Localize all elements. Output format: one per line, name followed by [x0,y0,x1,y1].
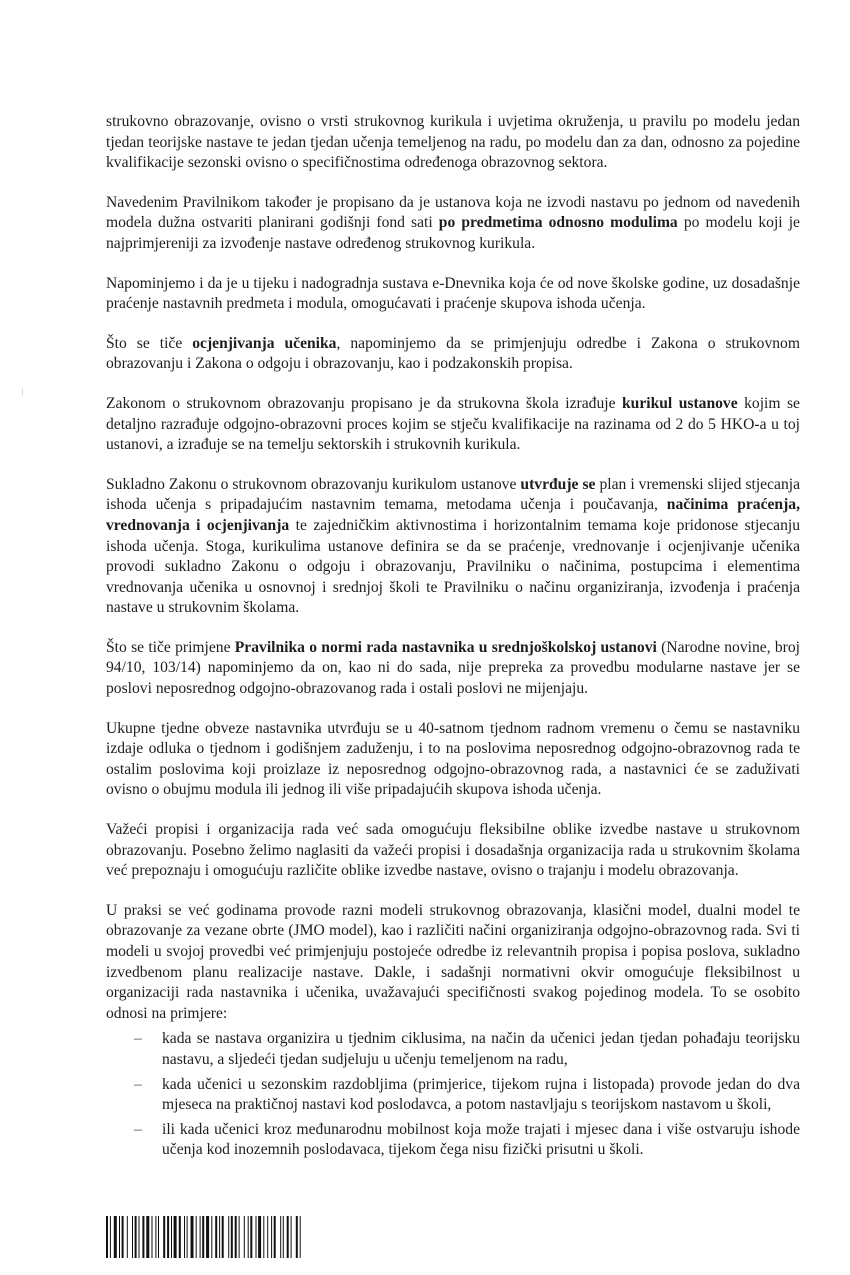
text-run: (Narodne novine, broj 94/10, 103/14) napominjemo da on, kao ni do sada, nije prepreka za provedbu modularne nastave jer se poslovi neposrednog odgojno-obrazovanog rada i ostali poslovi ne mijenjaju. [106,638,800,698]
list-dash-marker: – [134,1120,142,1138]
paragraph-2 [106,193,800,255]
scan-margin-mark [22,388,23,396]
text-run: Ukupne tjedne obveze nastavnika utvrđuju se u 40-satnom tjednom radnom vremenu o čemu se nastavniku izdaje odluka o tjednom i godišnjem zaduženju, i to na poslovima neposrednog odgojno-obrazovnog rada te ostalim poslovima koji proizlaze iz neposrednog odgojno-obrazovnog rada, a nastavnici će se zaduživati ovisno o obujmu modula ili jednog ili više pripadajućih skupova ishoda učenja. [106,719,800,799]
barcode-bar [248,1216,249,1258]
barcode-bar [114,1216,117,1258]
example-list [106,1029,800,1161]
bold-text: po predmetima odnosno modulima [438,214,678,232]
barcode-bar [187,1216,188,1258]
barcode-bar [250,1216,252,1258]
list-dash-marker: – [134,1075,142,1093]
bold-text: načinima praćenja, vrednovanja i ocjenjivanja [106,496,800,534]
barcode-bar [271,1216,272,1258]
barcode-bar [139,1216,140,1258]
bold-text: kurikul ustanove [621,394,738,412]
barcode-bar [196,1216,197,1258]
text-run: te zajedničkim aktivnostima i horizontalnim temama koje pridonose stjecanju ishoda učenja. Stoga, kurikulima ustanove definira se da se praćenje, vrednovanje i ocjenjivanje učenika provodi sukladno Zakonu o odgoju i obrazovanju, Pravilniku o načinima, postupcima i elementima vrednovanja učenika u osnovnoj i srednjoj školi te Pravilniku o načinu organiziranja, izvođenja i praćenja nastave u strukovnim školama. [106,516,801,617]
barcode-bar [280,1216,281,1258]
barcode-bar [200,1216,201,1258]
paragraph-7 [106,638,800,700]
list-item-text: ili kada učenici kroz međunarodnu mobilnost koja može trajati i mjesec dana i više ostvaruju ishode učenja kod inozemnih poslodavaca, tijekom čega nisu fizički prisutni u školi. [162,1120,800,1159]
barcode-bar [239,1216,240,1258]
paragraph-9 [106,820,800,882]
barcode-bar [256,1216,257,1258]
text-run: Napominjemo i da je u tijeku i nadogradnja sustava e-Dnevnika koja će od nove školske godine, uz dosadašnje praćenje nastavnih predmeta i modula, omogućavati i praćenje skupova ishoda učenja. [106,274,800,313]
barcode-bar [235,1216,237,1258]
list-item-text: kada učenici u sezonskim razdobljima (primjerice, tijekom rujna i listopada) provode jedan do dva mjeseca na praktičnoj nastavi kod poslodavca, a potom nastavljaju s teorijskom nastavom u školi, [162,1075,800,1114]
list-item [106,1120,800,1161]
barcode-bar [296,1216,298,1258]
barcode-bar [184,1216,185,1258]
paragraph-1 [106,112,800,174]
barcode-bar [155,1216,156,1258]
barcode-bar [122,1216,124,1258]
barcode-bar [171,1216,172,1258]
bold-text: utvrđuje se [520,475,596,493]
text-run: kojim se detaljno razrađuje odgojno-obrazovni proces kojim se stječu kvalifikacije na razinama od 2 do 5 HKO-a u toj ustanovi, a izrađuje se na temelju sektorskih i strukovnih kurikula. [106,394,800,454]
text-run: Navedenim Pravilnikom također je propisano da je ustanova koja ne izvodi nastavu po jednom od navedenih modela dužna ostvariti planirani godišnji fond sati [106,193,800,232]
paragraph-container [106,112,800,1024]
document-body [106,112,800,1165]
paragraph-8 [106,719,800,801]
barcode-bar [231,1216,233,1258]
barcode-bar [291,1216,292,1258]
barcode-bar [267,1216,268,1258]
paragraph-3 [106,274,800,315]
text-run: po modelu koji je najprimjereniji za izvođenje nastave određenog strukovnog kurikula. [106,214,800,252]
barcode-bar [146,1216,149,1258]
barcode-bar [274,1216,276,1258]
barcode-bar [300,1216,301,1258]
text-run: strukovno obrazovanje, ovisno o vrsti strukovnog kurikula i uvjetima okruženja, u pravilu po modelu jedan tjedan teorijske nastave te jedan tjedan učenja temeljenog na radu, po modelu dan za dan, odnosno za pojedine kvalifikacije sezonski ovisno o specifičnostima određenoga obrazovnog sektora. [106,113,800,172]
barcode-bar [191,1216,194,1258]
barcode-bar [222,1216,224,1258]
paragraph-4 [106,334,800,375]
text-run: Sukladno Zakonu o strukovnom obrazovanju kurikulom ustanove [106,475,521,493]
barcode-bar [119,1216,120,1258]
barcode-bar [106,1216,108,1258]
list-item [106,1075,800,1116]
barcode-bar [174,1216,177,1258]
barcode-bar [163,1216,165,1258]
barcode-bar [244,1216,245,1258]
barcode-bar [215,1216,217,1258]
list-item [106,1029,800,1070]
barcode-bar [228,1216,229,1258]
bold-text: Pravilnika o normi rada nastavnika u srednjoškolskoj ustanovi [234,638,657,656]
text-run: Što se tiče [106,334,193,352]
barcode-bar [206,1216,209,1258]
barcode-bar [211,1216,212,1258]
barcode-bar [179,1216,181,1258]
barcode-bar [258,1216,261,1258]
bold-text: ocjenjivanja učenika [192,334,337,352]
barcode-bar [135,1216,137,1258]
barcode-bar [158,1216,159,1258]
list-item-text: kada se nastava organizira u tjednim ciklusima, na način da učenici jedan tjedan pohađaju teorijsku nastavu, a sljedeći tjedan sudjeluju u učenju temeljenom na radu, [162,1030,800,1068]
barcode-bar [152,1216,153,1258]
barcode-bar [202,1216,204,1258]
text-run: Zakonom o strukovnom obrazovanju propisano je da strukovna škola izrađuje [106,394,622,412]
text-run: U praksi se već godinama provode razni modeli strukovnog obrazovanja, klasični model, dualni model te obrazovanje za vezane obrte (JMO model), kao i različiti načini organiziranja odgojno-obrazovnog rada. Svi ti modeli u svojoj provedbi već primjenjuju postojeće odredbe iz relevantnih propisa i popisa poslova, sukladno izvedbenom planu realizacije nastave. Dakle, i sadašnji normativni okvir omogućuje fleksibilnost u organizaciji rada nastavnika i učenika, uvažavajući specifičnosti svakog pojedinog modela. To se osobito odnosi na primjere: [106,901,800,1022]
list-dash-marker: – [134,1030,142,1048]
barcode-bar [110,1216,111,1258]
text-run: , napominjemo da se primjenjuju odredbe i Zakona o strukovnom obrazovanju i Zakona o odgoju i obrazovanju, kao i podzakonskih propisa. [106,334,800,373]
barcode-bar [287,1216,289,1258]
barcode-bar [219,1216,220,1258]
paragraph-10 [106,901,800,1025]
text-run: plan i vremenski slijed stjecanja ishoda učenja s pripadajućim nastavnim temama, metodama učenja i poučavanja, [106,475,800,514]
barcode-bar [127,1216,128,1258]
barcode-bar [263,1216,264,1258]
paragraph-5 [106,394,800,456]
barcode [106,1216,362,1258]
barcode-bar [283,1216,284,1258]
text-run: Što se tiče primjene [106,638,235,656]
text-run: Važeći propisi i organizacija rada već sada omogućuju fleksibilne oblike izvedbe nastave u strukovnom obrazovanju. Posebno želimo naglasiti da važeći propisi i dosadašnja organizacija rada u strukovnim školama već prepoznaju i omogućuju različite oblike izvedbe nastave, ovisno o trajanju i modelu obrazovanja. [106,821,800,880]
paragraph-6 [106,475,800,619]
barcode-bar [167,1216,169,1258]
barcode-bar [142,1216,144,1258]
barcode-bar [132,1216,133,1258]
